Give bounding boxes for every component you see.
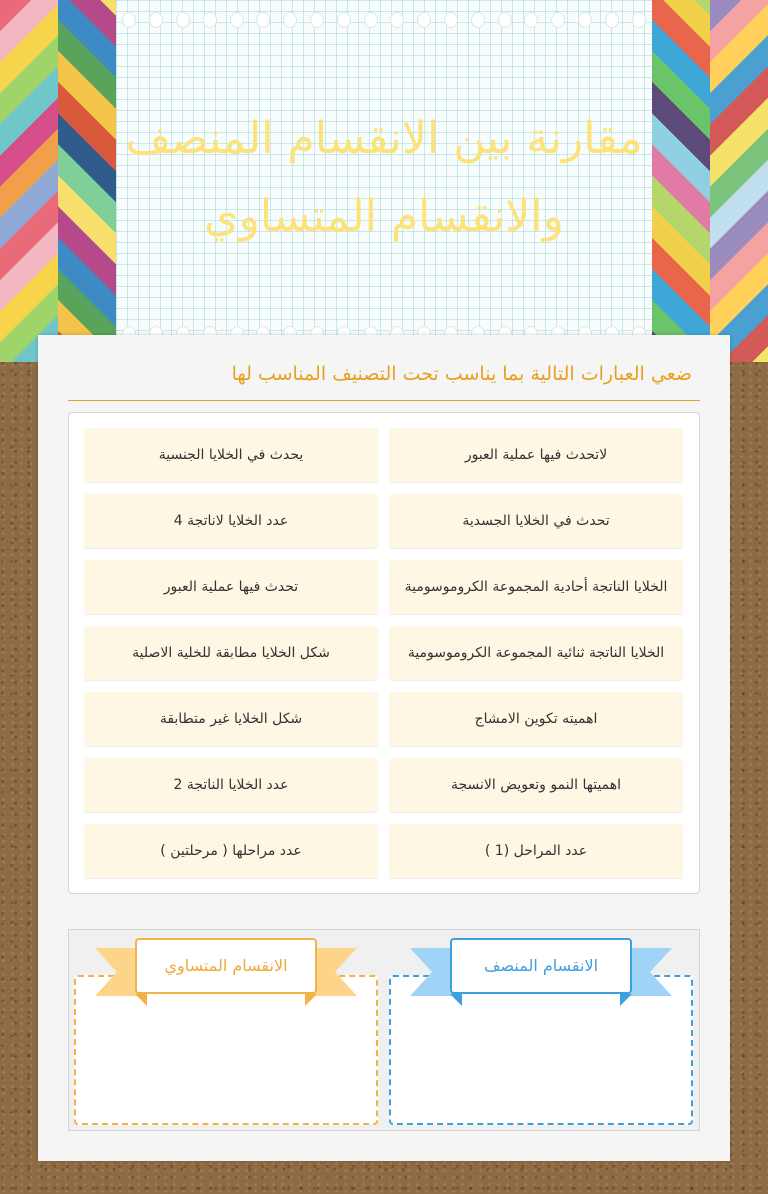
bins-area — [68, 929, 700, 1131]
draggable-item[interactable]: الخلايا الناتجة ثنائية المجموعة الكروموسومية — [389, 626, 683, 680]
draggable-item[interactable]: عدد الخلايا الناتجة 2 — [84, 758, 378, 812]
activity-card — [38, 335, 730, 1161]
title-line-1: مقارنة بين الانقسام المنصف — [125, 113, 643, 164]
draggable-item[interactable]: شكل الخلايا مطابقة للخلية الاصلية — [84, 626, 378, 680]
draggable-item[interactable]: تحدث في الخلايا الجسدية — [389, 494, 683, 548]
header-banner — [0, 0, 768, 362]
draggable-item[interactable]: عدد مراحلها ( مرحلتين ) — [84, 824, 378, 878]
ribbon-meiosis — [450, 938, 632, 994]
draggable-item[interactable]: يحدث في الخلايا الجنسية — [84, 428, 378, 482]
paper-holes-top — [116, 12, 652, 30]
draggable-item[interactable]: اهميته تكوين الامشاج — [389, 692, 683, 746]
title-line-2: والانقسام المتساوي — [204, 191, 564, 242]
draggable-item[interactable]: عدد المراحل (1 ) — [389, 824, 683, 878]
page-title — [80, 100, 688, 256]
bin-label-meiosis: الانقسام المنصف — [450, 938, 632, 994]
draggable-item[interactable]: عدد الخلايا لاناتجة 4 — [84, 494, 378, 548]
ribbon-mitosis — [135, 938, 317, 994]
draggable-item[interactable]: الخلايا الناتجة أحادية المجموعة الكروموسومية — [389, 560, 683, 614]
draggable-item[interactable]: اهميتها النمو وتعويض الانسجة — [389, 758, 683, 812]
draggable-item[interactable]: شكل الخلايا غير متطابقة — [84, 692, 378, 746]
instruction-text: ضعي العبارات التالية بما يناسب تحت التصنيف المناسب لها — [68, 355, 700, 401]
draggable-item[interactable]: تحدث فيها عملية العبور — [84, 560, 378, 614]
draggable-item[interactable]: لاتحدث فيها عملية العبور — [389, 428, 683, 482]
items-pool — [68, 412, 700, 894]
bin-label-mitosis: الانقسام المتساوي — [135, 938, 317, 994]
